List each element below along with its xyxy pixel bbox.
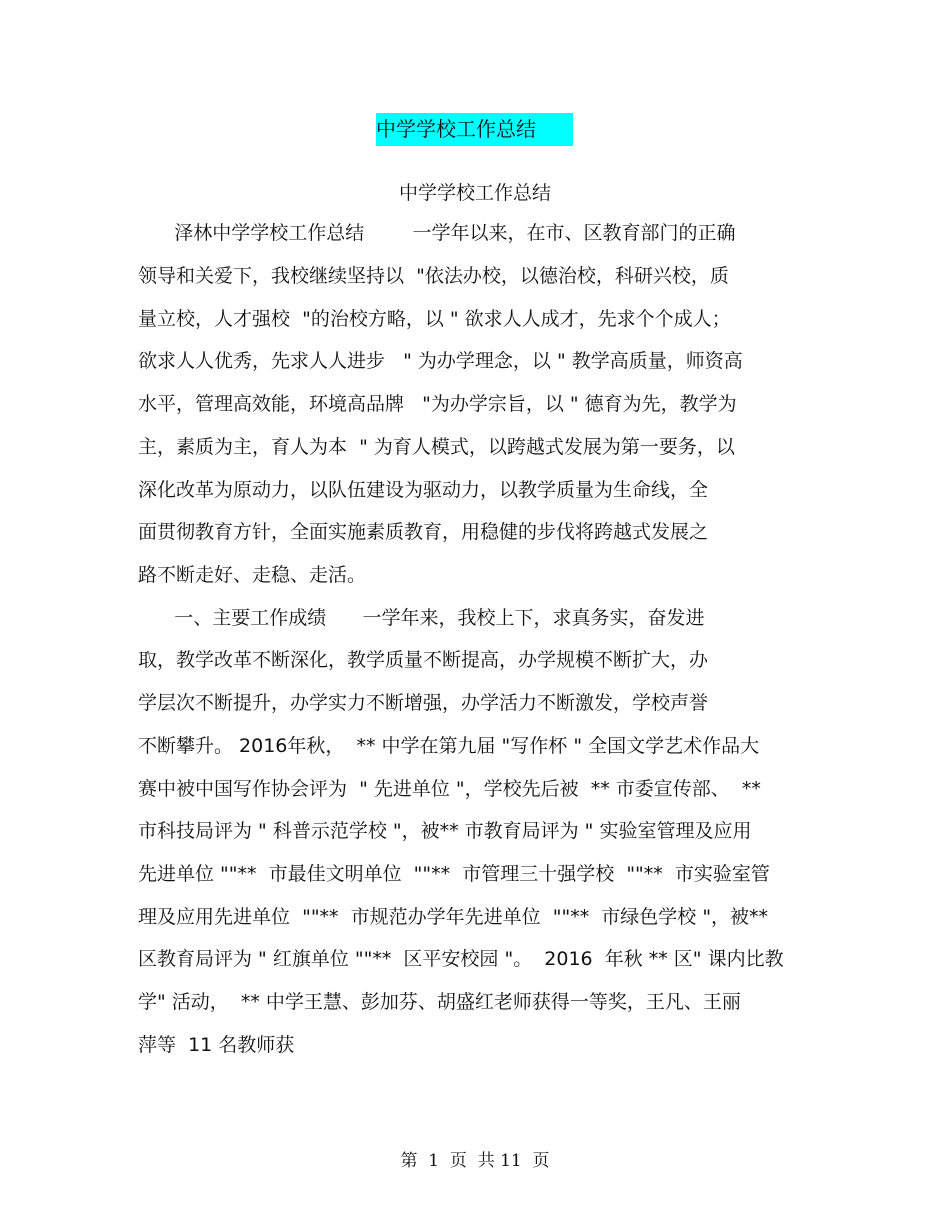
paragraph-line: 取，教学改革不断深化，教学质量不断提高，办学规模不断扩大，办 <box>138 649 709 671</box>
document-subtitle: 中学学校工作总结 <box>398 182 551 204</box>
paragraph-line: 领导和关爱下，我校继续坚持以 "依法办校，以德治校，科研兴校，质 <box>138 265 729 287</box>
paragraph-line: 主，素质为主，育人为本 " 为育人模式，以跨越式发展为第一要务，以 <box>138 436 735 458</box>
paragraph-line: 萍等 11 名教师获 <box>138 1034 295 1056</box>
paragraph-line: 市科技局评为 " 科普示范学校 "，被** 市教育局评为 " 实验室管理及应用 <box>138 820 752 842</box>
paragraph-line: 学层次不断提升，办学实力不断增强，办学活力不断激发，学校声誉 <box>138 692 709 714</box>
paragraph-line: 区教育局评为 " 红旗单位 ""** 区平安校园 "。 2016 年秋 ** 区" 课内比教 <box>138 948 784 970</box>
paragraph-line: 水平，管理高效能，环境高品牌 "为办学宗旨，以 " 德育为先，教学为 <box>138 393 737 415</box>
paragraph-line: 深化改革为原动力，以队伍建设为驱动力，以教学质量为生命线，全 <box>138 479 709 501</box>
paragraph-line: 一、主要工作成绩 一学年来，我校上下，求真务实，奋发进 <box>138 607 705 629</box>
paragraph-line: 泽林中学学校工作总结 一学年以来，在市、区教育部门的正确 <box>138 222 736 244</box>
paragraph-line: 学" 活动， ** 中学王慧、彭加芬、胡盛红老师获得一等奖，王凡、王丽 <box>138 991 741 1013</box>
paragraph-line: 欲求人人优秀，先求人人进步 " 为办学理念，以 " 教学高质量，师资高 <box>138 350 743 372</box>
paragraph-line: 量立校，人才强校 "的治校方略，以 " 欲求人人成才，先求个个成人； <box>138 308 731 330</box>
paragraph-line: 路不断走好、走稳、走活。 <box>138 564 367 586</box>
document-title: 中学学校工作总结 <box>376 113 573 146</box>
paragraph-line: 理及应用先进单位 ""** 市规范办学年先进单位 ""** 市绿色学校 "，被** <box>138 906 769 928</box>
paragraph-line: 面贯彻教育方针，全面实施素质教育，用稳健的步伐将跨越式发展之 <box>138 521 709 543</box>
paragraph-line: 先进单位 ""** 市最佳文明单位 ""** 市管理三十强学校 ""** 市实验室管 <box>138 863 770 885</box>
page-number-footer: 第 1 页 共 11 页 <box>400 1151 550 1171</box>
paragraph-line: 赛中被中国写作协会评为 " 先进单位 "，学校先后被 ** 市委宣传部、 ** <box>138 778 761 800</box>
paragraph-line: 不断攀升。 2016年秋， ** 中学在第九届 "写作杯 " 全国文学艺术作品大 <box>138 735 760 757</box>
